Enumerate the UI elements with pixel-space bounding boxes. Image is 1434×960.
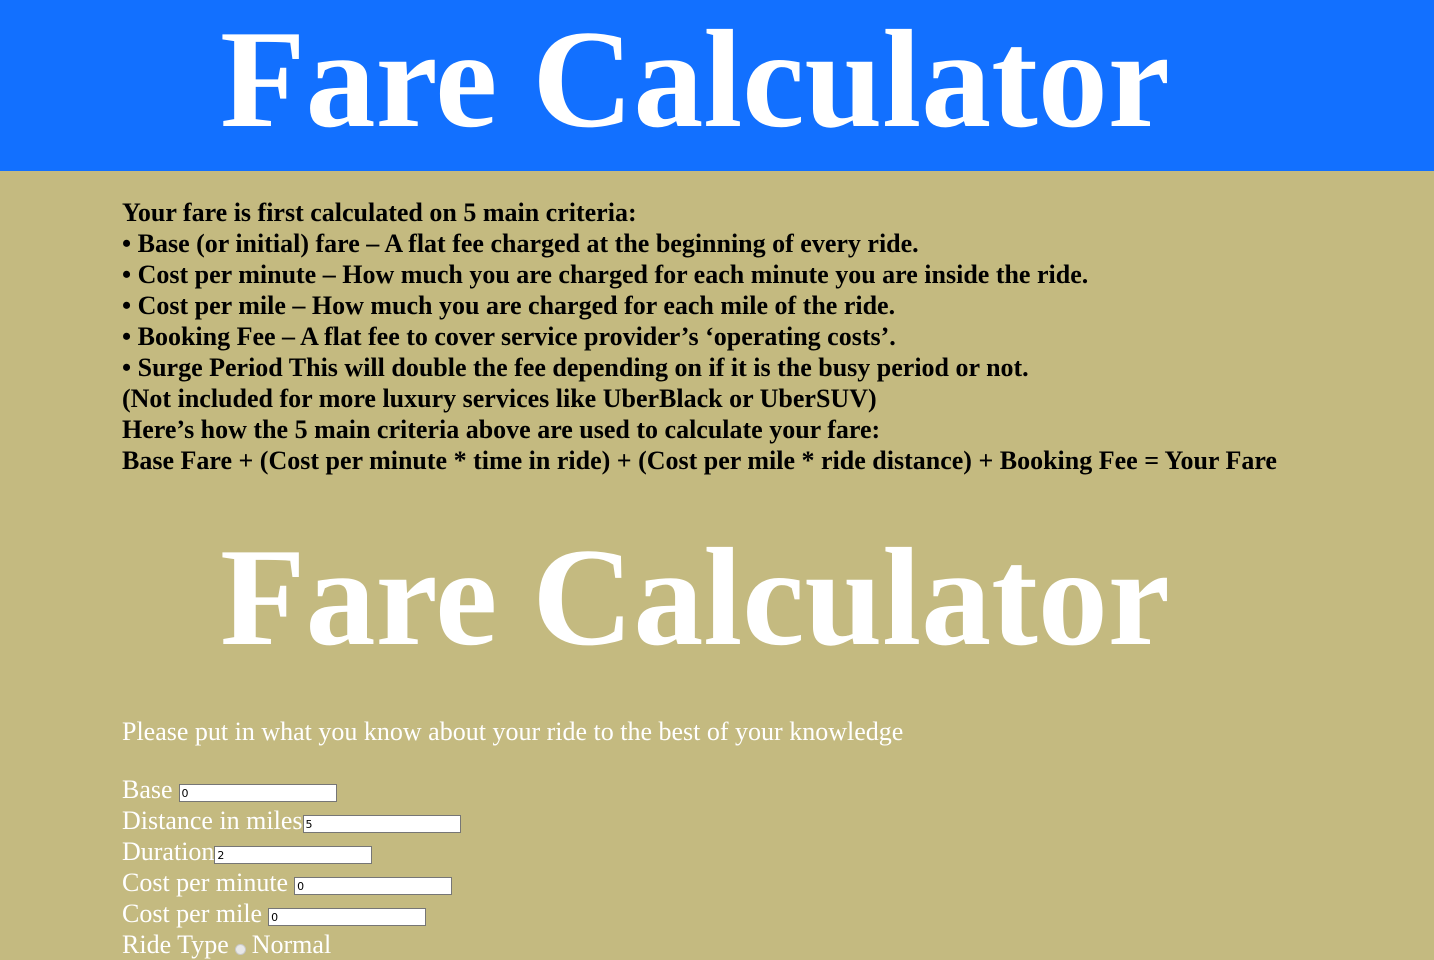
cost-per-minute-label: Cost per minute: [122, 868, 289, 897]
fare-info: [122, 197, 1277, 476]
ride-type-row: [122, 929, 461, 960]
calculator-intro: Please put in what you know about your ride to the best of your knowledge: [122, 717, 904, 746]
duration-row: [122, 836, 461, 867]
info-line: • Cost per mile – How much you are charged for each mile of the ride.: [122, 291, 896, 320]
info-line: • Base (or initial) fare – A flat fee charged at the beginning of every ride.: [122, 229, 919, 258]
base-label: Base: [122, 775, 173, 804]
duration-label: Duration: [122, 837, 215, 866]
info-line: Base Fare + (Cost per minute * time in ride) + (Cost per mile * ride distance) + Booking Fee = Your Fare: [122, 446, 1277, 475]
distance-input[interactable]: [303, 815, 461, 833]
ride-type-normal-radio[interactable]: [235, 944, 246, 955]
ride-type-normal-label[interactable]: Normal: [251, 930, 332, 959]
page-title: Fare Calculator: [220, 2, 1170, 157]
fare-form: [122, 774, 461, 960]
info-line: • Surge Period This will double the fee depending on if it is the busy period or not.: [122, 353, 1029, 382]
distance-row: [122, 805, 461, 836]
duration-input[interactable]: [214, 846, 372, 864]
base-input[interactable]: [179, 784, 337, 802]
base-row: [122, 774, 461, 805]
info-line: Your fare is first calculated on 5 main criteria:: [122, 198, 637, 227]
cost-per-mile-input[interactable]: [268, 908, 426, 926]
distance-label: Distance in miles: [122, 806, 303, 835]
ride-type-label: Ride Type: [122, 930, 229, 959]
cost-per-mile-label: Cost per mile: [122, 899, 263, 928]
header-bar: [0, 0, 1434, 171]
cost-per-minute-row: [122, 867, 461, 898]
calculator-title: Fare Calculator: [220, 520, 1170, 675]
cost-per-minute-input[interactable]: [294, 877, 452, 895]
info-line: • Cost per minute – How much you are charged for each minute you are inside the ride.: [122, 260, 1089, 289]
info-line: • Booking Fee – A flat fee to cover service provider’s ‘operating costs’.: [122, 322, 896, 351]
info-line: (Not included for more luxury services like UberBlack or UberSUV): [122, 384, 877, 413]
info-line: Here’s how the 5 main criteria above are used to calculate your fare:: [122, 415, 881, 444]
cost-per-mile-row: [122, 898, 461, 929]
